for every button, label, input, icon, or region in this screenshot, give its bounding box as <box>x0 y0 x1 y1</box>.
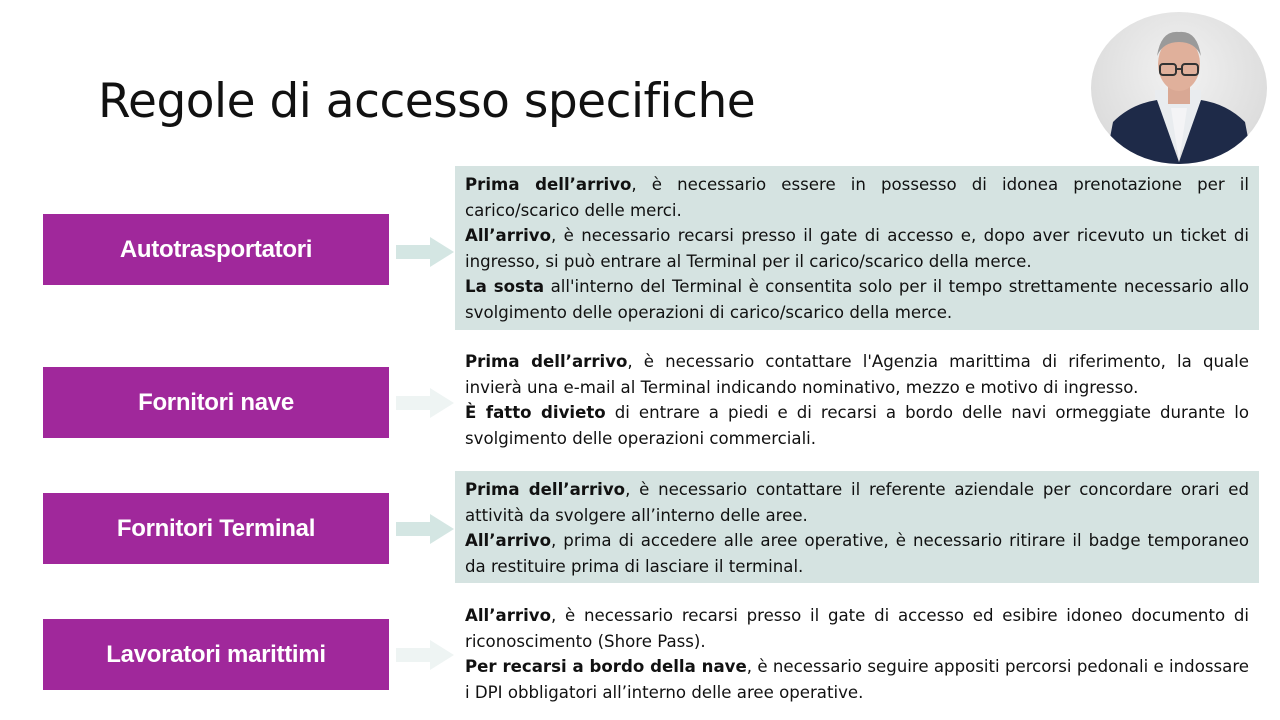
rule-paragraph: Per recarsi a bordo della nave, è necessario seguire appositi percorsi pedonali e indossare i DPI obbligatori all’interno delle aree operative. <box>465 657 1249 702</box>
rule-paragraph: Prima dell’arrivo, è necessario contattare l'Agenzia marittima di riferimento, la quale invierà una e-mail al Terminal indicando nominativo, mezzo e motivo di ingresso. <box>465 352 1249 397</box>
rule-paragraph: All’arrivo, è necessario recarsi presso il gate di accesso e, dopo aver ricevuto un ticket di ingresso, si può entrare al Terminal per il carico/scarico della merce. <box>465 226 1249 271</box>
rule-box-lavoratori-marittimi <box>455 597 1259 709</box>
rule-paragraph: All’arrivo, è necessario recarsi presso il gate di accesso ed esibire idoneo documento di riconoscimento (Shore Pass). <box>465 606 1249 651</box>
category-label-autotrasportatori: Autotrasportatori <box>43 214 389 285</box>
rule-box-fornitori-terminal <box>455 471 1259 583</box>
rule-paragraph: La sosta all'interno del Terminal è consentita solo per il tempo strettamente necessario allo svolgimento delle operazioni di carico/scarico della merce. <box>465 277 1249 322</box>
category-label-fornitori-terminal: Fornitori Terminal <box>43 493 389 564</box>
arrow-right-icon <box>396 388 454 418</box>
presenter-silhouette-icon <box>1091 12 1267 164</box>
rule-paragraph: Prima dell’arrivo, è necessario essere in possesso di idonea prenotazione per il carico/scarico delle merci. <box>465 175 1249 220</box>
arrow-right-icon <box>396 514 454 544</box>
slide-title: Regole di accesso specifiche <box>98 74 756 129</box>
rule-paragraph: È fatto divieto di entrare a piedi e di recarsi a bordo delle navi ormeggiate durante lo svolgimento delle operazioni commerciali. <box>465 403 1249 448</box>
arrow-right-icon <box>396 640 454 670</box>
presenter-webcam-icon <box>1091 12 1267 164</box>
rule-box-fornitori-nave <box>455 343 1259 455</box>
rule-paragraph: Prima dell’arrivo, è necessario contattare il referente aziendale per concordare orari ed attività da svolgere all’interno delle aree. <box>465 480 1249 525</box>
rule-box-autotrasportatori <box>455 166 1259 330</box>
category-label-lavoratori-marittimi: Lavoratori marittimi <box>43 619 389 690</box>
category-label-fornitori-nave: Fornitori nave <box>43 367 389 438</box>
arrow-right-icon <box>396 237 454 267</box>
rule-paragraph: All’arrivo, prima di accedere alle aree operative, è necessario ritirare il badge temporaneo da restituire prima di lasciare il terminal. <box>465 531 1249 576</box>
